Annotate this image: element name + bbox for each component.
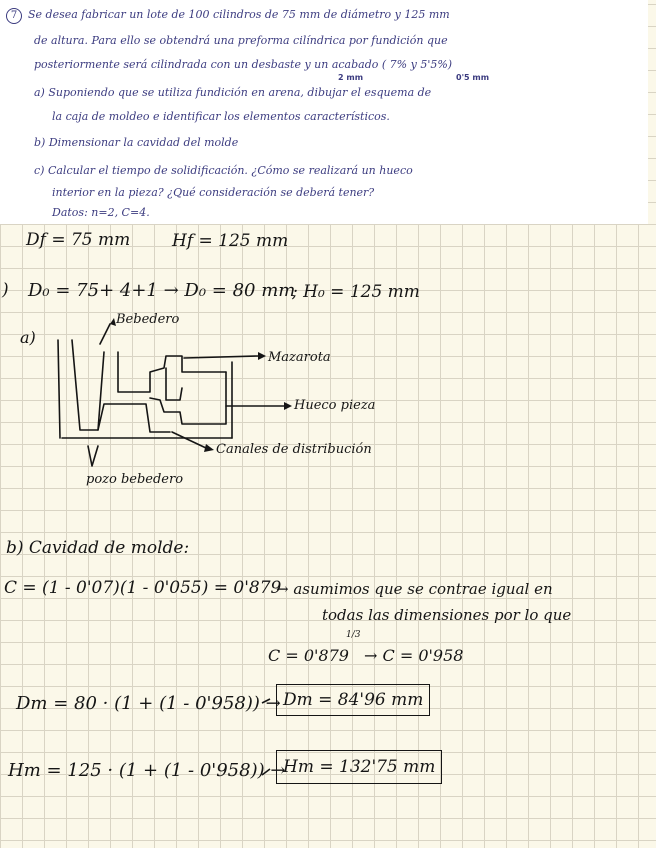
problem-line-9: Datos: n=2, C=4.: [52, 206, 150, 219]
annotation-acabado: 0'5 mm: [456, 73, 490, 82]
cube-root-exponent: 1/3: [346, 630, 361, 640]
part-a-label: a): [20, 328, 36, 347]
contraction-equation: C = (1 - 0'07)(1 - 0'055) = 0'879: [4, 578, 282, 598]
problem-line-1: 7 Se desea fabricar un lote de 100 cilindros de 75 mm de diámetro y 125 mm: [6, 8, 450, 24]
hf-value: Hf = 125 mm: [172, 231, 289, 251]
d0-calc: D₀ = 75+ 4+1 → D₀ = 80 mm: [28, 280, 296, 301]
line-prefix: ): [2, 280, 9, 300]
label-pozo-bebedero: pozo bebedero: [86, 472, 184, 487]
label-bebedero: Bebedero: [116, 312, 180, 327]
dm-result-box: Dm = 84'96 mm: [276, 684, 430, 716]
cube-root-base: C = 0'879: [268, 646, 349, 665]
linear-factor-result: → C = 0'958: [364, 646, 464, 665]
part-b-heading: b) Cavidad de molde:: [6, 538, 190, 558]
label-canales: Canales de distribución: [216, 442, 372, 457]
problem-number: 7: [6, 8, 22, 24]
problem-line-8: interior en la pieza? ¿Qué consideración se deberá tener?: [52, 186, 375, 199]
dm-equation: Dm = 80 · (1 + (1 - 0'958)) →: [16, 693, 281, 714]
hm-result-box: Hm = 132'75 mm: [276, 750, 442, 784]
problem-line-3: posteriormente será cilindrada con un desbaste y un acabado ( 7% y 5'5%): [34, 58, 453, 71]
problem-line-6: b) Dimensionar la cavidad del molde: [34, 136, 239, 149]
problem-line-7: c) Calcular el tiempo de solidificación. ¿Cómo se realizará un hueco: [34, 164, 413, 177]
df-value: Df = 75 mm: [26, 230, 131, 250]
hm-equation: Hm = 125 · (1 + (1 - 0'958)) →: [8, 760, 286, 781]
annotation-desbaste: 2 mm: [338, 73, 364, 82]
problem-line-5: la caja de moldeo e identificar los elementos característicos.: [52, 110, 390, 123]
problem-line-4: a) Suponiendo que se utiliza fundición en arena, dibujar el esquema de: [34, 86, 432, 99]
contraction-note-1: → asumimos que se contrae igual en: [276, 580, 553, 598]
label-mazarota: Mazarota: [268, 350, 331, 365]
contraction-note-2: todas las dimensiones por lo que: [322, 606, 572, 624]
problem-line-2: de altura. Para ello se obtendrá una preforma cilíndrica por fundición que: [34, 34, 448, 47]
label-hueco-pieza: Hueco pieza: [294, 398, 376, 413]
h0-value: ; H₀ = 125 mm: [292, 282, 420, 302]
